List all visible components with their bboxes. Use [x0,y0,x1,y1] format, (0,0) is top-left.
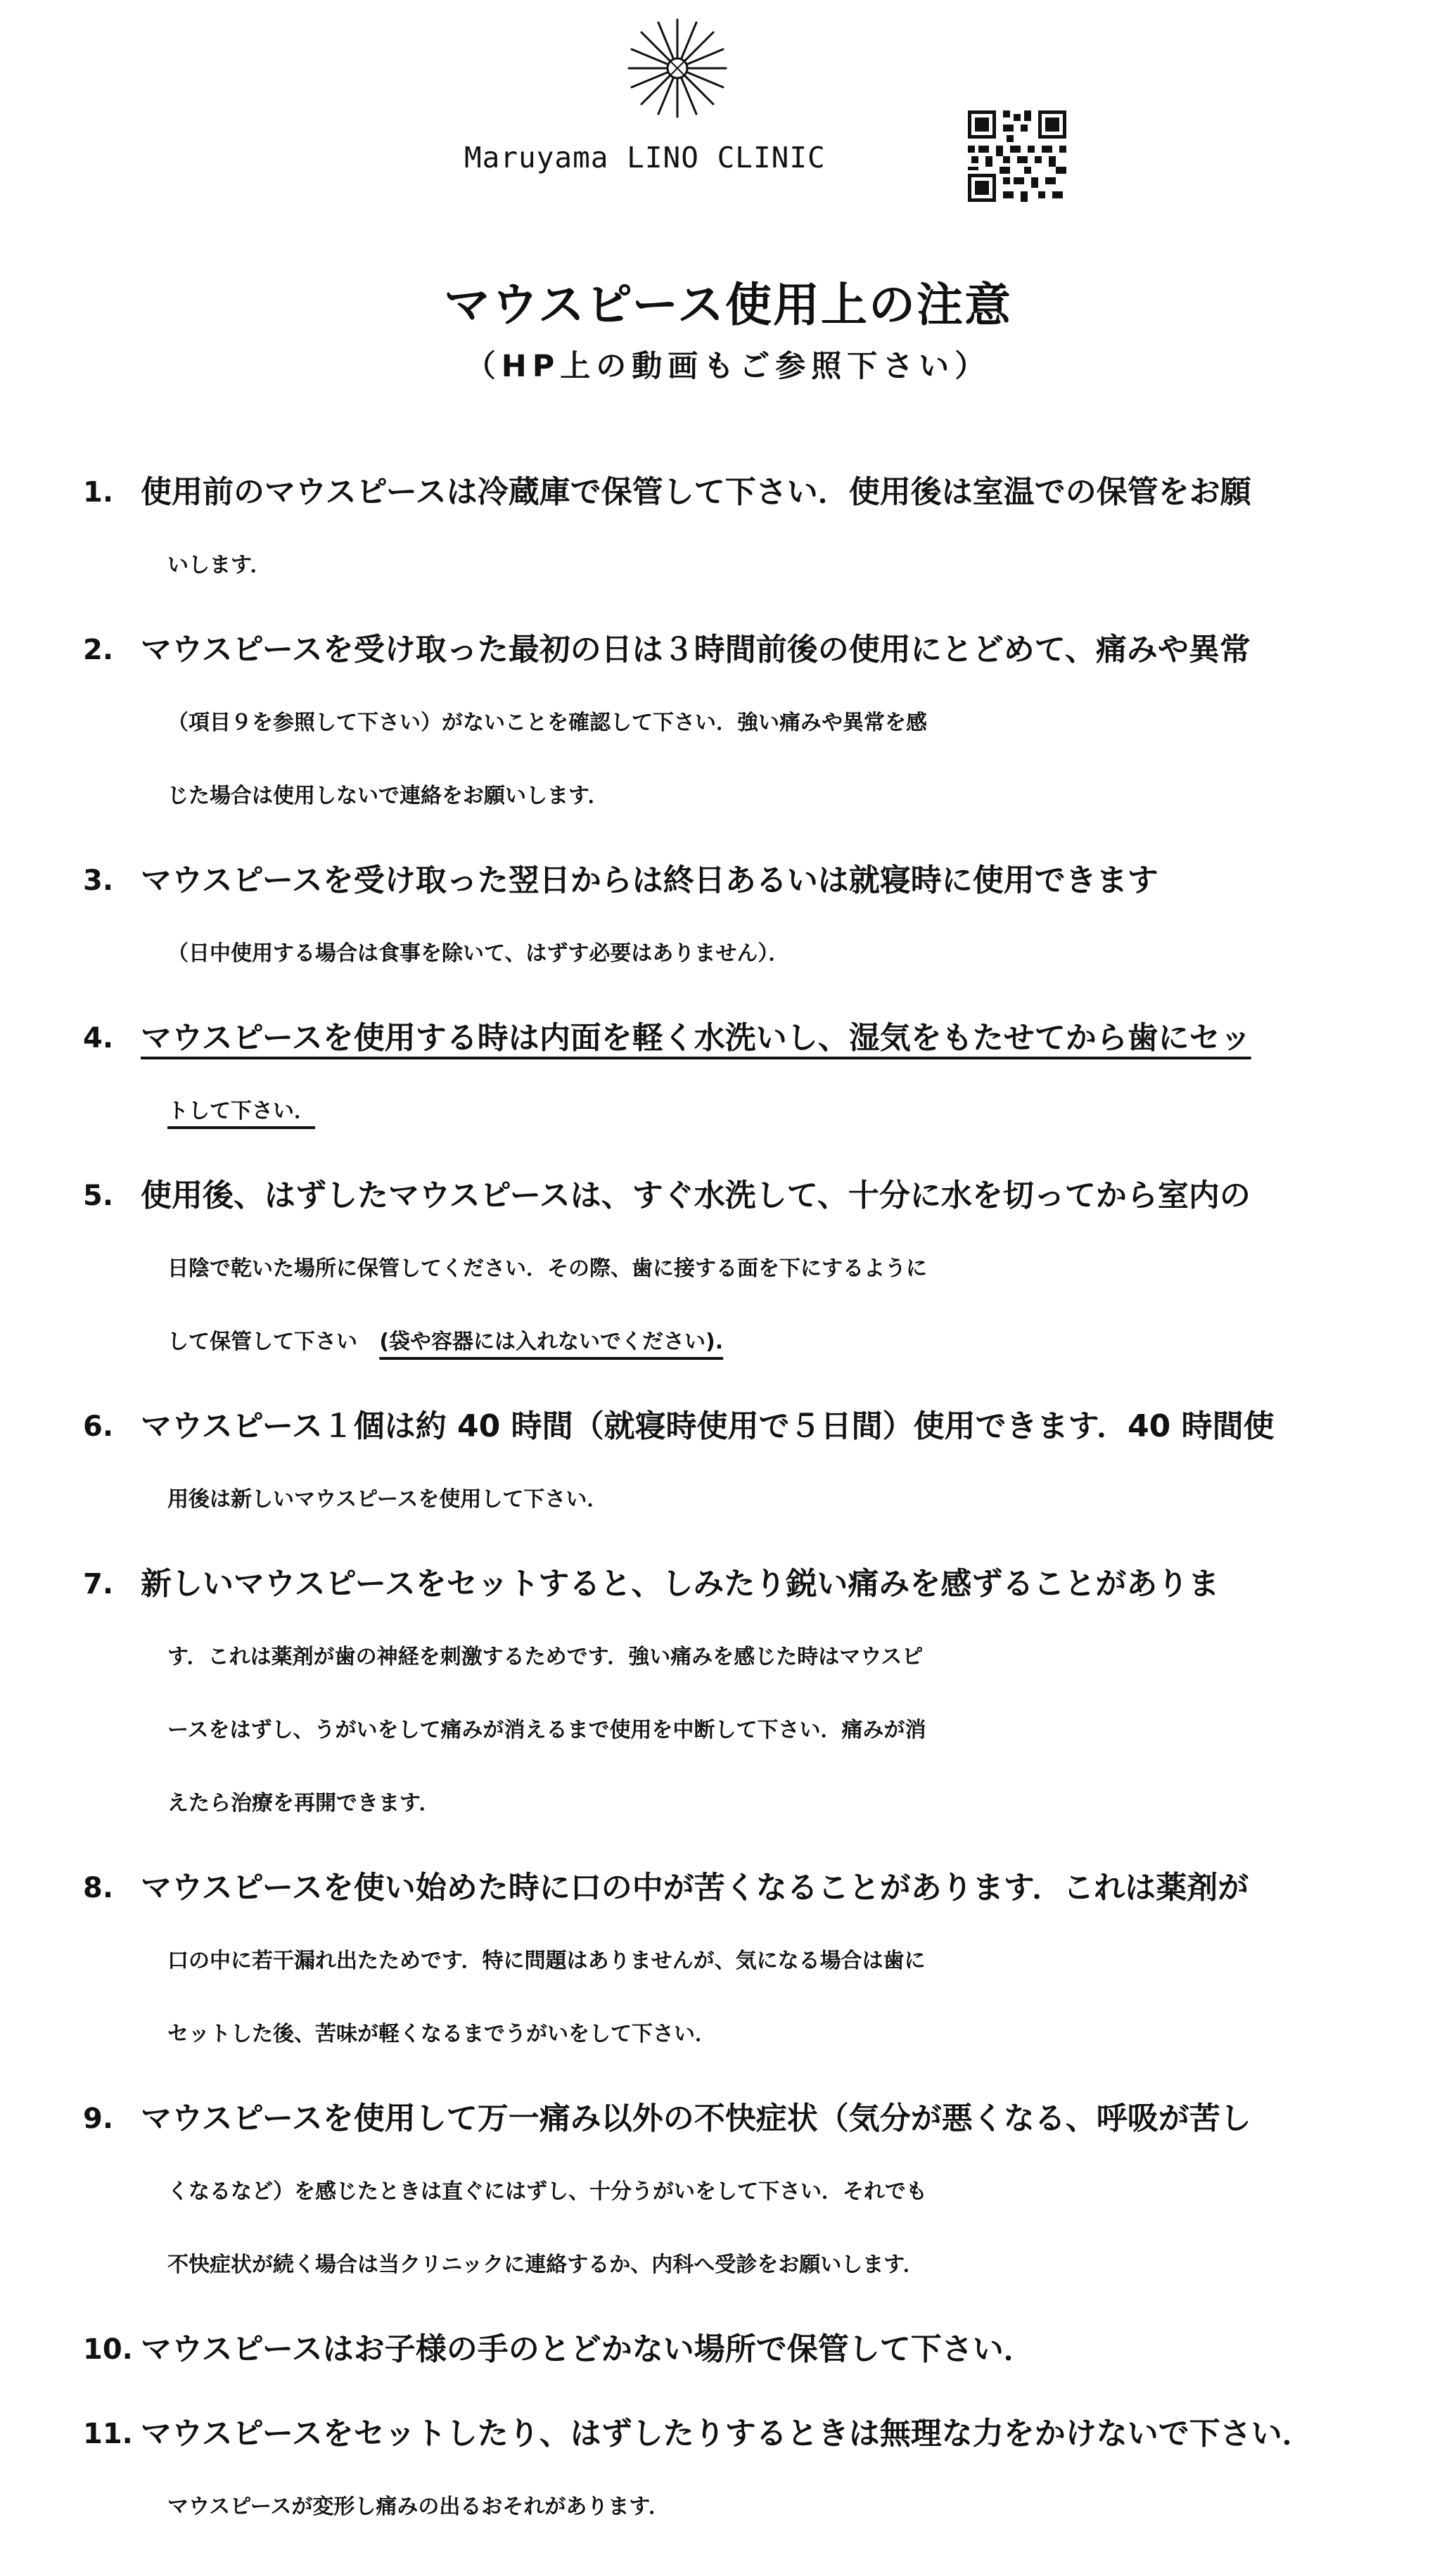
item-line: 用後は新しいマウスピースを使用して下さい． [167,1487,608,1512]
item-number: 5. [83,1180,114,1212]
precautions-list [83,456,1391,2555]
item-line: マウスピース１個は約 40 時間（就寝時使用で５日間）使用できます．40 時間使 [141,1408,1275,1444]
item-line-underlined: トして下さい． [167,1099,315,1123]
item-line: マウスピースをセットしたり、はずしたりするときは無理な力をかけないで下さい． [141,2416,1313,2452]
item-line: （日中使用する場合は食事を除いて、はずす必要はありません）． [167,941,790,966]
list-item-6 [83,1390,1391,1536]
item-line: 不快症状が続く場合は当クリニックに連絡するか、内科へ受診をお願いします． [167,2253,924,2277]
item-number: 1. [83,476,114,509]
item-line: マウスピースはお子様の手のとどかない場所で保管して下さい． [141,2331,1035,2367]
item-line: 口の中に若干漏れ出たためです．特に問題はありませんが、気になる場合は歯に [167,1949,926,1973]
item-line: 使用前のマウスピースは冷蔵庫で保管して下さい．使用後は室温での保管をお願 [141,474,1251,510]
item-line: マウスピースを受け取った最初の日は３時間前後の使用にとどめて、痛みや異常 [141,632,1251,668]
item-line: マウスピースが変形し痛みの出るおそれがあります． [167,2495,670,2519]
item-line: （項目９を参照して下さい）がないことを確認して下さい．強い痛みや異常を感 [167,711,927,735]
list-item-10 [83,2313,1391,2386]
item-line: くなるなど）を感じたときは直ぐにはずし、十分うがいをして下さい．それでも [167,2179,927,2204]
item-number: 3. [83,865,114,897]
item-line: マウスピースを受け取った翌日からは終日あるいは就寝時に使用できます [141,862,1158,898]
item-number: 4. [83,1022,114,1055]
list-item-3 [83,844,1391,990]
item-line: 新しいマウスピースをセットすると、しみたり鋭い痛みを感ずることがありま [141,1566,1220,1602]
list-item-11 [83,2397,1391,2544]
item-line: えたら治療を再開できます． [167,1791,440,1816]
item-number: 11. [83,2418,133,2450]
clinic-name: Maruyama LINO CLINIC [464,141,826,174]
list-item-9 [83,2082,1391,2302]
page-subtitle: （HP上の動画もご参照下さい） [465,349,991,384]
item-number: 7. [83,1568,114,1600]
list-item-2 [83,613,1391,833]
item-line: 使用後、はずしたマウスピースは、すぐ水洗して、十分に水を切ってから室内の [141,1178,1251,1213]
list-item-5 [83,1159,1391,1379]
item-line: 日陰で乾いた場所に保管してください．その際、歯に接する面を下にするように [167,1256,927,1281]
list-item-4 [83,1002,1391,1148]
item-line-underlined: マウスピースを使用する時は内面を軽く水洗いし、湿気をもたせてから歯にセッ [141,1020,1251,1056]
item-line: マウスピースを使い始めた時に口の中が苦くなることがあります．これは薬剤が [141,1870,1249,1906]
list-item-7 [83,1548,1391,1840]
item-line: セットした後、苦味が軽くなるまでうがいをして下さい． [167,2022,716,2046]
clinic-logo-icon [625,15,730,121]
item-line: す．これは薬剤が歯の神経を刺激するためです．強い痛みを感じた時はマウスピ [167,1645,924,1669]
item-line-plain-part: して保管して下さい [167,1330,357,1354]
item-line: マウスピースを使用して万一痛み以外の不快症状（気分が悪くなる、呼吸が苦し [141,2101,1251,2136]
item-number: 10. [83,2333,133,2366]
page-title: マウスピース使用上の注意 [443,278,1013,332]
qr-code-icon [968,110,1066,202]
item-number: 8. [83,1872,114,1904]
item-line-underlined-part: (袋や容器には入れないでください). [379,1330,724,1354]
list-item-8 [83,1852,1391,2071]
item-line: ースをはずし、うがいをして痛みが消えるまで使用を中断して下さい．痛みが消 [167,1718,926,1742]
item-number: 9. [83,2103,114,2135]
item-line [141,1306,1391,1379]
item-number: 2. [83,634,114,666]
item-line: じた場合は使用しないで連絡をお願いします． [167,784,609,808]
list-item-1 [83,456,1391,602]
item-number: 6. [83,1410,114,1443]
item-line: いします． [167,553,272,578]
